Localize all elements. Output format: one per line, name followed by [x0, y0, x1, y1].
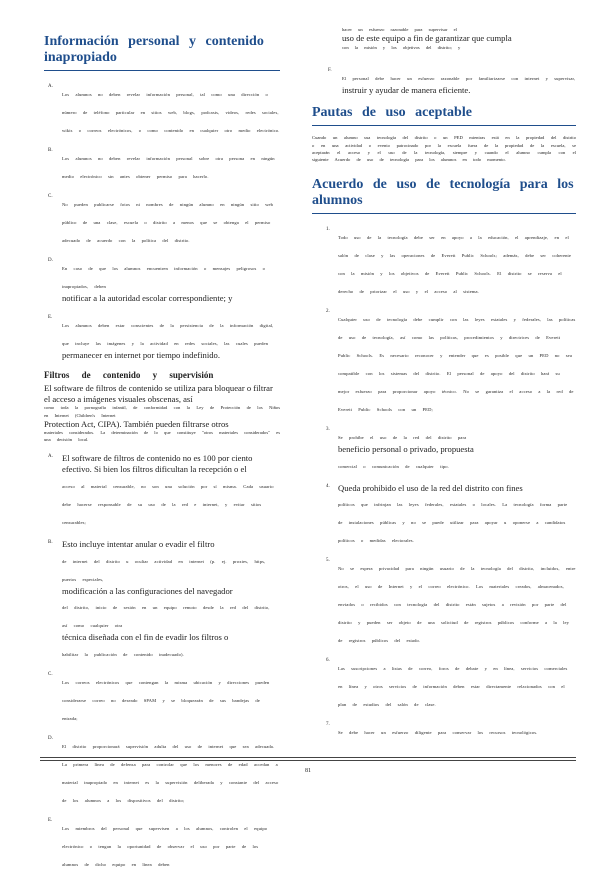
item-text: políticos que infrinjan las leyes federales, estatales o locales. La tecnología forma parte de instalaciones públicas y no se puede utilizar para apoyar u oponerse a candidatos políticos o medidas electorales.: [338, 502, 568, 544]
item-label: A.: [48, 454, 53, 460]
item-text-large: Esto incluye intentar anular o evadir el filtro: [62, 538, 215, 549]
filters-intro-large-2: Protection Act, CIPA). También pueden filtrarse otros: [44, 418, 229, 429]
item-label: 1.: [326, 226, 330, 232]
item-label: C.: [48, 672, 53, 678]
item-text: Los miembros del personal que supervisen a los alumnos, controlen el equipo electrónico o tengan la oportunidad de observar el uso por parte de los alumnos de dicho equipo en línea deben: [62, 826, 268, 868]
acceptable-use-text: Cuando un alumno usa tecnología del distrito o un PED mientras está en la propiedad del distrito o en una actividad o evento patrocinado por la escuela fuera de la propiedad de la escuela, se aceptarán el acceso y el uso de la tecnología, siempre y cuando el alumno cumpla con el siguiente Acuerdo de uso de tecnología para los alumnos en todo momento.: [312, 135, 576, 162]
item-text-large: Queda prohibido el uso de la red del distrito con fines: [338, 482, 523, 493]
item-label: D.: [48, 258, 53, 263]
continued-small: hacer un esfuerzo razonable para supervisar el: [342, 27, 457, 32]
item-text: del distrito, inicio de sesión en un equipo remoto desde la red del distrito, así como cualquier otra: [62, 605, 270, 629]
item-text: Los alumnos no deben revelar información personal sobre otra persona en ningún medio electrónico sin antes obtener permiso para hacerlo.: [62, 156, 275, 179]
list-item: [48, 147, 280, 183]
item-label: D.: [48, 736, 53, 742]
personal-info-list: [44, 83, 280, 360]
section-heading-personal-info: Información personal y contenido inapropiado: [44, 34, 280, 71]
item-text: Los alumnos no deben revelar información personal, tal como una dirección o número de teléfono particular en sitios web, blogs, podcasts, videos, redes sociales, wikis o correos electrónicos, o como contenido en cualquier otro medio electrónico.: [62, 92, 280, 133]
item-label: 5.: [326, 558, 330, 564]
item-text: El personal debe hacer un esfuerzo razonable por familiarizarse con internet y supervisar,: [342, 75, 576, 81]
item-label: E.: [48, 818, 53, 824]
subheading-filters: Filtros de contenido y supervisión: [44, 370, 214, 381]
list-item: [326, 226, 576, 298]
item-text: comercial o comunicación de cualquier tipo.: [338, 463, 449, 469]
item-text: Las suscripciones a listas de correo, foros de debate y en línea, servicios comerciales en línea y otros servicios de información deben estar directamente relacionados con el plan de estudios del salón de clase.: [338, 666, 568, 708]
list-item: [312, 67, 576, 96]
item-text: Se prohíbe el uso de la red del distrito para: [338, 434, 467, 440]
continued-small-2: con la misión y los objetivos del distrito; y: [342, 44, 461, 50]
list-item: [48, 83, 280, 137]
list-item: [326, 483, 576, 548]
item-text-large: técnica diseñada con el fin de evadir los filtros o: [62, 632, 229, 643]
list-item: [48, 193, 280, 247]
section-heading-acceptable-use: Pautas de uso aceptable: [312, 105, 576, 126]
list-item: [326, 308, 576, 416]
list-item: [326, 657, 576, 711]
footer-rule-2: [40, 760, 576, 761]
item-label: 3.: [326, 426, 330, 432]
list-item: [48, 539, 280, 661]
item-text: No se espera privacidad para ningún usuario de la tecnología del distrito, incluidos, entre otros, el uso de Internet y el correo electrónico. Los materiales creados, almacenados, enviados o recibidos con tecnología del distrito están sujetos a revisión por parte del distrito y pueden ser objeto de una solicitud de registros públicos conforme a la ley de registros públicos del estado.: [338, 566, 576, 644]
item-label: 6.: [326, 658, 330, 664]
item-text: En caso de que los alumnos encuentren información o mensajes peligrosos o inapropiados, deben: [62, 266, 266, 289]
item-label: 7.: [326, 722, 330, 728]
list-item: [48, 817, 280, 871]
item-text-large: permanecer en internet por tiempo indefinido.: [62, 349, 220, 360]
footer-rule: [40, 757, 576, 758]
right-column: [312, 0, 576, 749]
item-text: Los correos electrónicos que contengan la misma ubicación y direcciones pueden considerarse correo no deseado SPAM y se bloquearán de sus bandejas de entrada;: [62, 680, 270, 722]
list-item: [48, 453, 280, 528]
continued-large: uso de este equipo a fin de garantizar que cumpla: [342, 33, 512, 44]
list-item: [48, 671, 280, 725]
item-text: Los alumnos deben estar conscientes de la persistencia de la información digital, que incluye las imágenes y la actividad en redes sociales, las cuales pueden: [62, 322, 274, 346]
filters-intro-small: como toda la pornografía infantil, de conformidad con la Ley de Protección de los Niños en Internet (Children's Internet: [44, 405, 280, 418]
item-text: acceso al material censurable, no son una solución por sí misma. Cada usuario debe hacerse responsable de su uso de la red e internet, y evitar sitios censurables;: [62, 483, 274, 525]
item-text: El distrito proporcionará supervisión adulta del uso de internet que sea adecuada. La primera línea de defensa para controlar que los menores de edad accedan a material inapropiado en internet es la supervisión deliberada y constante del acceso de los alumnos a los dispositivos del distrito;: [62, 744, 279, 804]
left-column: [44, 0, 280, 881]
filters-list: [44, 453, 280, 871]
list-item: [326, 721, 576, 739]
item-label: E.: [48, 314, 53, 320]
filters-intro-small-2: materiales considerados. La determinación de lo que constituye "otros materiales considerados" es una decisión local.: [44, 430, 280, 443]
page-number: 81: [305, 768, 311, 774]
item-text: Cualquier uso de tecnología debe cumplir con las leyes estatales y federales, las políticas de uso de tecnología, así como las políticas, procedimientos y directrices de Everett Public Schools. Es necesario reconocer y entender que es posible que un PED no sea compatible con los sistemas del distrito. El personal de apoyo del distrito hará su mejor esfuerzo para proporcionar apoyo técnico. No se garantiza el acceso a la red de Everett Public Schools con un PED;: [338, 316, 576, 412]
item-text: Se debe hacer un esfuerzo diligente para conservar los recursos tecnológicos.: [338, 730, 538, 736]
item-text-large: modificación a las configuraciones del navegador: [62, 585, 233, 596]
item-label: 4.: [326, 483, 330, 489]
item-label: B.: [48, 539, 53, 545]
list-item: [326, 426, 576, 473]
item-label: F.: [328, 67, 332, 73]
continued-text: [312, 26, 576, 51]
item-label: A.: [48, 84, 53, 89]
filters-intro-large: El software de filtros de contenido se utiliza para bloquear o filtrar el acceso a imágenes visuales obscenas, así: [44, 383, 273, 404]
item-label: B.: [48, 148, 53, 153]
acceptable-use-paragraph: [312, 134, 576, 162]
filters-intro: [44, 383, 280, 443]
list-item: [48, 257, 280, 304]
list-item: [326, 557, 576, 647]
section-heading-agreement: Acuerdo de uso de tecnología para los alumnos: [312, 177, 576, 214]
item-text: No pueden publicarse fotos ni nombres de ningún alumno en ningún sitio web público de una clase, escuela o distrito a menos que se obtenga el permiso adecuado de acuerdo con la política del distrito.: [62, 202, 274, 243]
item-text: Todo uso de la tecnología debe ser en apoyo a la educación, el aprendizaje, en el salón de clase y las operaciones de Everett Public Schools; además, debe ser coherente con la misión y los objetivos de Everett Public Schools. El distrito se reserva el derecho de priorizar el uso y el acceso al sistema.: [338, 234, 572, 294]
item-text: habilitar la publicación de contenido inadecuado).: [62, 652, 184, 658]
item-label: C.: [48, 194, 53, 199]
item-text: de internet del distrito u ocultar actividad en internet (p. ej. proxies, https, puertos especiales,: [62, 558, 266, 582]
item-label: 2.: [326, 308, 330, 314]
item-text-large: instruir y ayudar de manera eficiente.: [342, 84, 471, 95]
item-text-large: notificar a la autoridad escolar correspondiente; y: [62, 293, 233, 303]
agreement-list: [312, 226, 576, 739]
item-text-large: beneficio personal o privado, propuesta: [338, 443, 474, 454]
item-text-large: El software de filtros de contenido no es 100 por ciento efectivo. Si bien los filtros dificultan la recepción o el: [62, 453, 253, 475]
list-item: [48, 314, 280, 361]
